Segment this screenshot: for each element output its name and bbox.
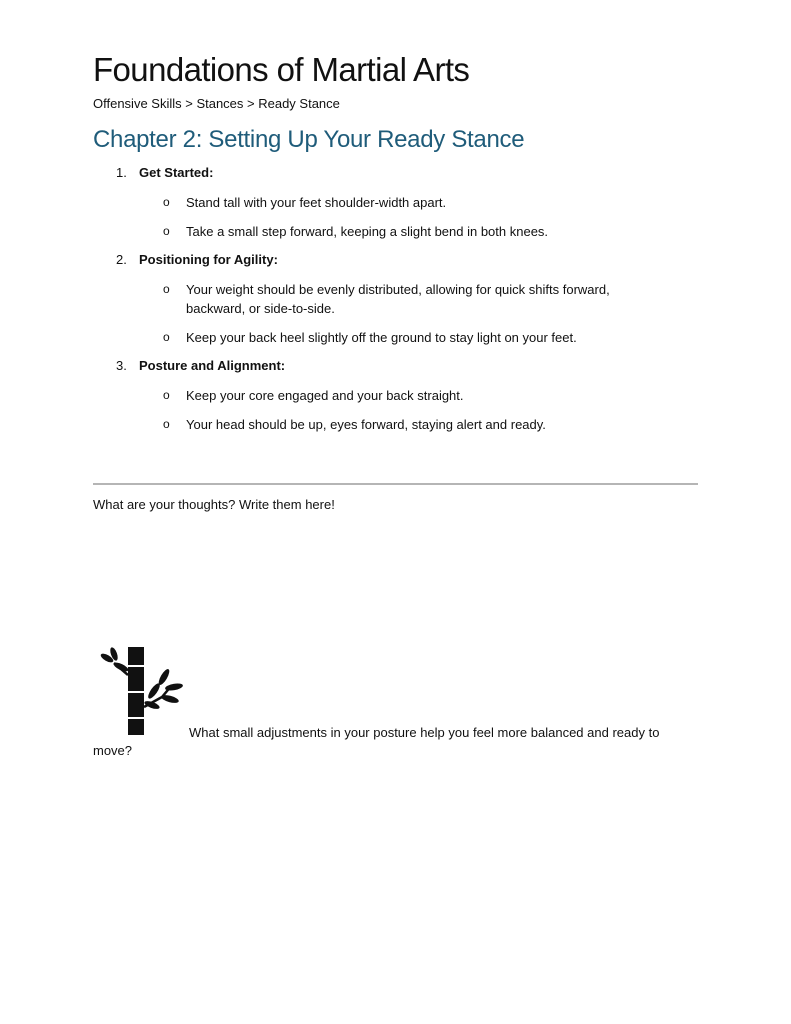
step-label: Positioning for Agility: bbox=[139, 252, 278, 267]
step-label: Get Started: bbox=[139, 165, 214, 180]
bullet-text: Keep your core engaged and your back straight. bbox=[186, 388, 464, 403]
bullet-text: Stand tall with your feet shoulder-width apart. bbox=[186, 195, 447, 210]
bullet-circle-icon: o bbox=[163, 224, 170, 238]
bullet-text: Take a small step forward, keeping a slight bend in both knees. bbox=[186, 224, 549, 239]
bullet-text: Your weight should be evenly distributed, allowing for quick shifts forward, backward, or side-to-side. bbox=[186, 282, 610, 316]
horizontal-divider bbox=[93, 483, 698, 485]
bullet-circle-icon: o bbox=[163, 388, 170, 402]
reflection-question: What small adjustments in your posture help you feel more balanced and ready to move? bbox=[93, 725, 660, 758]
step-2 bbox=[116, 252, 278, 268]
bullet-item bbox=[163, 193, 643, 212]
bullet-item bbox=[163, 222, 643, 241]
bullet-item bbox=[163, 415, 643, 434]
bullet-item bbox=[163, 280, 643, 318]
chapter-heading: Chapter 2: Setting Up Your Ready Stance bbox=[93, 126, 525, 153]
bullet-circle-icon: o bbox=[163, 330, 170, 344]
step-3 bbox=[116, 358, 285, 374]
bullet-circle-icon: o bbox=[163, 282, 170, 296]
reflection-prompt: What are your thoughts? Write them here! bbox=[93, 497, 335, 512]
bullet-circle-icon: o bbox=[163, 195, 170, 209]
bullet-circle-icon: o bbox=[163, 417, 170, 431]
bullet-text: Your head should be up, eyes forward, staying alert and ready. bbox=[186, 417, 546, 432]
document-title: Foundations of Martial Arts bbox=[93, 51, 470, 88]
step-number: 3. bbox=[116, 358, 127, 373]
step-label: Posture and Alignment: bbox=[139, 358, 286, 373]
step-number: 2. bbox=[116, 252, 127, 267]
step-number: 1. bbox=[116, 165, 127, 180]
bullet-item bbox=[163, 328, 643, 347]
step-1 bbox=[116, 165, 213, 181]
bullet-item bbox=[163, 386, 643, 405]
bullet-text: Keep your back heel slightly off the ground to stay light on your feet. bbox=[186, 330, 577, 345]
breadcrumb: Offensive Skills > Stances > Ready Stance bbox=[93, 96, 340, 111]
